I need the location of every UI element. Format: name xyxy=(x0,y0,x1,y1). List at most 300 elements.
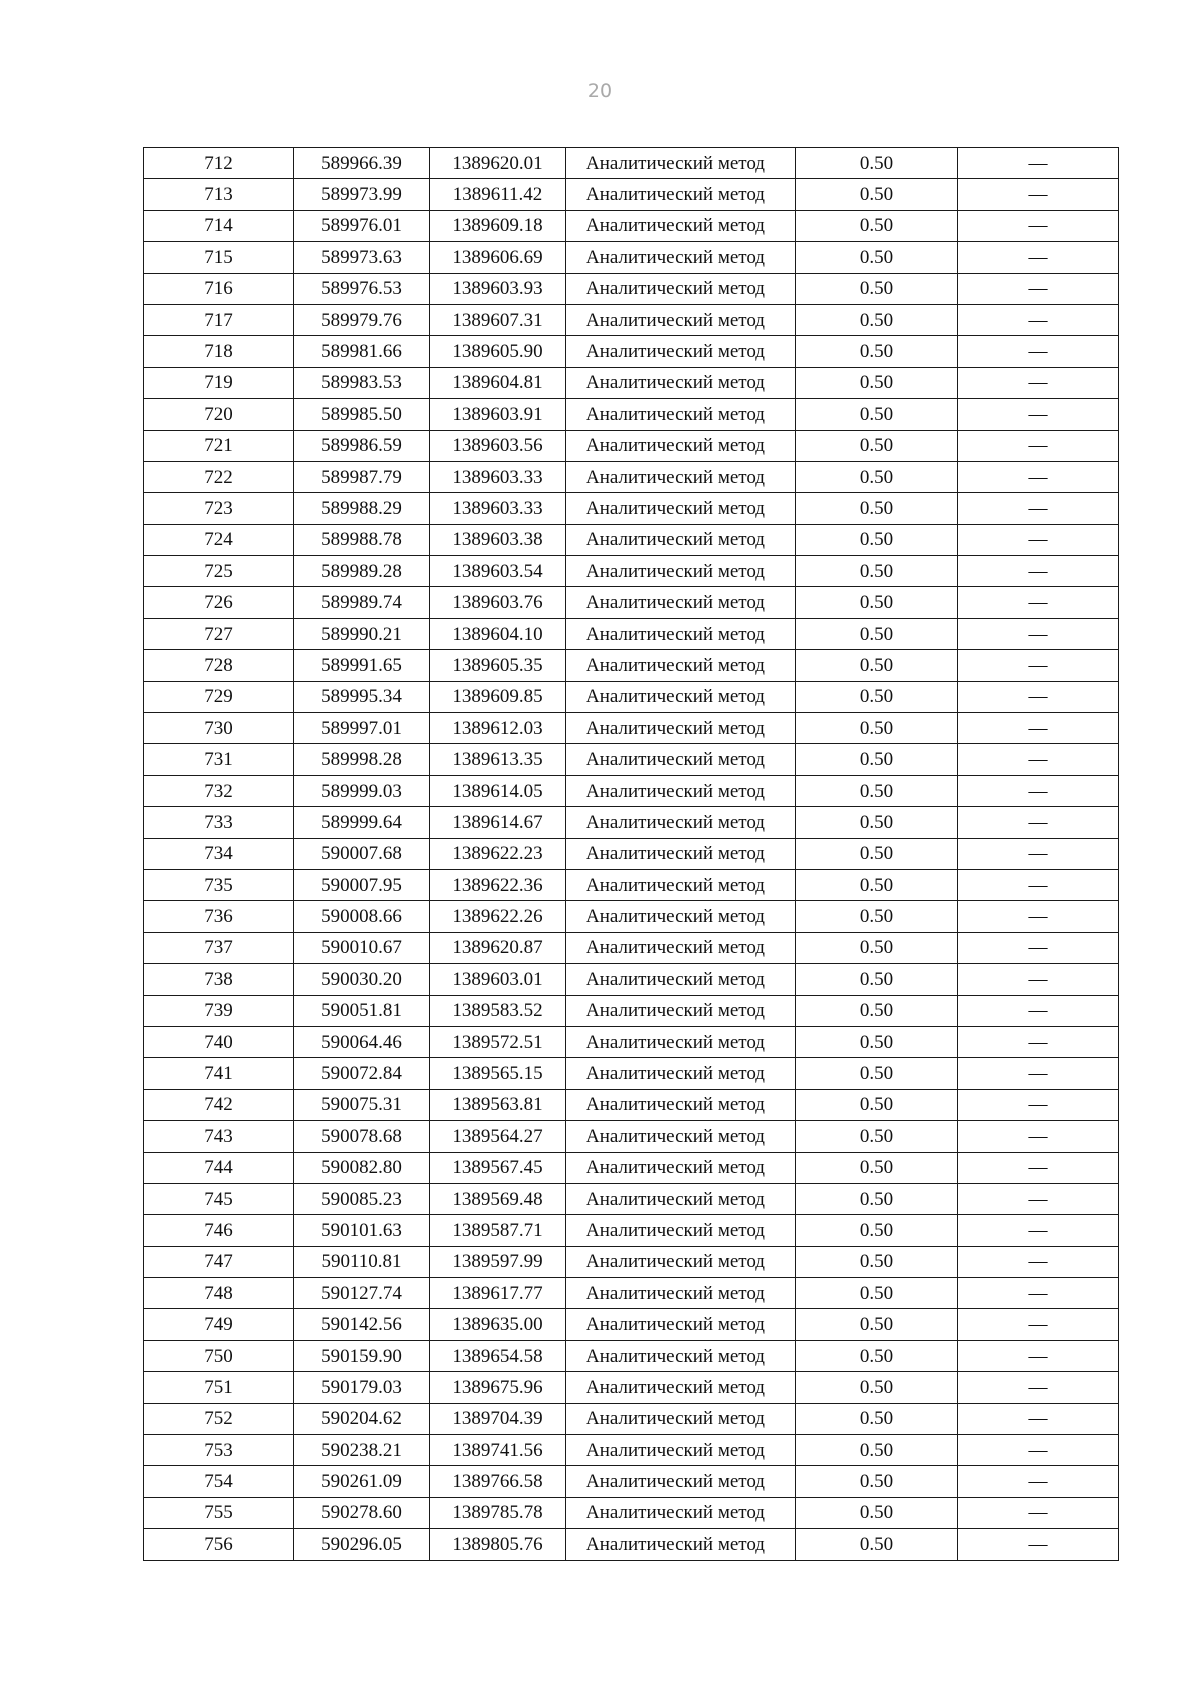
y-coordinate-cell: 1389567.45 xyxy=(430,1152,566,1183)
y-coordinate-cell: 1389622.36 xyxy=(430,869,566,900)
accuracy-cell: 0.50 xyxy=(796,430,958,461)
table-row xyxy=(144,1435,1119,1466)
point-number-cell: 756 xyxy=(144,1529,294,1560)
description-cell: — xyxy=(958,1435,1119,1466)
point-number-cell: 739 xyxy=(144,995,294,1026)
accuracy-cell: 0.50 xyxy=(796,1372,958,1403)
y-coordinate-cell: 1389785.78 xyxy=(430,1497,566,1528)
y-coordinate-cell: 1389611.42 xyxy=(430,179,566,210)
y-coordinate-cell: 1389613.35 xyxy=(430,744,566,775)
accuracy-cell: 0.50 xyxy=(796,1497,958,1528)
accuracy-cell: 0.50 xyxy=(796,1152,958,1183)
method-cell: Аналитический метод xyxy=(566,807,796,838)
method-cell: Аналитический метод xyxy=(566,964,796,995)
method-cell: Аналитический метод xyxy=(566,148,796,179)
y-coordinate-cell: 1389605.90 xyxy=(430,336,566,367)
point-number-cell: 755 xyxy=(144,1497,294,1528)
method-cell: Аналитический метод xyxy=(566,242,796,273)
point-number-cell: 736 xyxy=(144,901,294,932)
accuracy-cell: 0.50 xyxy=(796,964,958,995)
x-coordinate-cell: 589998.28 xyxy=(294,744,430,775)
method-cell: Аналитический метод xyxy=(566,1183,796,1214)
description-cell: — xyxy=(958,1497,1119,1528)
x-coordinate-cell: 589999.64 xyxy=(294,807,430,838)
point-number-cell: 724 xyxy=(144,524,294,555)
x-coordinate-cell: 589973.99 xyxy=(294,179,430,210)
method-cell: Аналитический метод xyxy=(566,744,796,775)
method-cell: Аналитический метод xyxy=(566,1089,796,1120)
point-number-cell: 713 xyxy=(144,179,294,210)
accuracy-cell: 0.50 xyxy=(796,242,958,273)
method-cell: Аналитический метод xyxy=(566,304,796,335)
x-coordinate-cell: 590159.90 xyxy=(294,1340,430,1371)
point-number-cell: 753 xyxy=(144,1435,294,1466)
x-coordinate-cell: 590030.20 xyxy=(294,964,430,995)
description-cell: — xyxy=(958,1246,1119,1277)
accuracy-cell: 0.50 xyxy=(796,1026,958,1057)
description-cell: — xyxy=(958,1058,1119,1089)
table-row xyxy=(144,336,1119,367)
y-coordinate-cell: 1389617.77 xyxy=(430,1278,566,1309)
accuracy-cell: 0.50 xyxy=(796,556,958,587)
x-coordinate-cell: 589976.53 xyxy=(294,273,430,304)
point-number-cell: 716 xyxy=(144,273,294,304)
method-cell: Аналитический метод xyxy=(566,713,796,744)
point-number-cell: 712 xyxy=(144,148,294,179)
accuracy-cell: 0.50 xyxy=(796,399,958,430)
coordinates-table-body xyxy=(144,148,1119,1561)
description-cell: — xyxy=(958,304,1119,335)
x-coordinate-cell: 590179.03 xyxy=(294,1372,430,1403)
y-coordinate-cell: 1389603.76 xyxy=(430,587,566,618)
description-cell: — xyxy=(958,807,1119,838)
y-coordinate-cell: 1389620.01 xyxy=(430,148,566,179)
x-coordinate-cell: 590085.23 xyxy=(294,1183,430,1214)
accuracy-cell: 0.50 xyxy=(796,744,958,775)
point-number-cell: 721 xyxy=(144,430,294,461)
point-number-cell: 749 xyxy=(144,1309,294,1340)
method-cell: Аналитический метод xyxy=(566,901,796,932)
accuracy-cell: 0.50 xyxy=(796,148,958,179)
x-coordinate-cell: 589989.28 xyxy=(294,556,430,587)
accuracy-cell: 0.50 xyxy=(796,713,958,744)
method-cell: Аналитический метод xyxy=(566,1246,796,1277)
x-coordinate-cell: 590142.56 xyxy=(294,1309,430,1340)
x-coordinate-cell: 589966.39 xyxy=(294,148,430,179)
x-coordinate-cell: 590007.95 xyxy=(294,869,430,900)
y-coordinate-cell: 1389603.54 xyxy=(430,556,566,587)
x-coordinate-cell: 590007.68 xyxy=(294,838,430,869)
accuracy-cell: 0.50 xyxy=(796,461,958,492)
table-row xyxy=(144,1497,1119,1528)
accuracy-cell: 0.50 xyxy=(796,901,958,932)
table-row xyxy=(144,713,1119,744)
y-coordinate-cell: 1389805.76 xyxy=(430,1529,566,1560)
method-cell: Аналитический метод xyxy=(566,556,796,587)
y-coordinate-cell: 1389604.81 xyxy=(430,367,566,398)
method-cell: Аналитический метод xyxy=(566,493,796,524)
description-cell: — xyxy=(958,681,1119,712)
x-coordinate-cell: 589999.03 xyxy=(294,775,430,806)
method-cell: Аналитический метод xyxy=(566,932,796,963)
accuracy-cell: 0.50 xyxy=(796,618,958,649)
accuracy-cell: 0.50 xyxy=(796,775,958,806)
method-cell: Аналитический метод xyxy=(566,367,796,398)
x-coordinate-cell: 590261.09 xyxy=(294,1466,430,1497)
description-cell: — xyxy=(958,713,1119,744)
method-cell: Аналитический метод xyxy=(566,869,796,900)
point-number-cell: 733 xyxy=(144,807,294,838)
description-cell: — xyxy=(958,1309,1119,1340)
method-cell: Аналитический метод xyxy=(566,461,796,492)
point-number-cell: 742 xyxy=(144,1089,294,1120)
method-cell: Аналитический метод xyxy=(566,838,796,869)
method-cell: Аналитический метод xyxy=(566,524,796,555)
x-coordinate-cell: 589990.21 xyxy=(294,618,430,649)
accuracy-cell: 0.50 xyxy=(796,1278,958,1309)
accuracy-cell: 0.50 xyxy=(796,807,958,838)
x-coordinate-cell: 590072.84 xyxy=(294,1058,430,1089)
table-row xyxy=(144,1026,1119,1057)
point-number-cell: 734 xyxy=(144,838,294,869)
table-row xyxy=(144,273,1119,304)
method-cell: Аналитический метод xyxy=(566,1121,796,1152)
table-row xyxy=(144,179,1119,210)
description-cell: — xyxy=(958,1215,1119,1246)
x-coordinate-cell: 590008.66 xyxy=(294,901,430,932)
point-number-cell: 726 xyxy=(144,587,294,618)
x-coordinate-cell: 590278.60 xyxy=(294,1497,430,1528)
y-coordinate-cell: 1389565.15 xyxy=(430,1058,566,1089)
point-number-cell: 737 xyxy=(144,932,294,963)
description-cell: — xyxy=(958,869,1119,900)
accuracy-cell: 0.50 xyxy=(796,1089,958,1120)
y-coordinate-cell: 1389597.99 xyxy=(430,1246,566,1277)
x-coordinate-cell: 589989.74 xyxy=(294,587,430,618)
y-coordinate-cell: 1389612.03 xyxy=(430,713,566,744)
x-coordinate-cell: 589973.63 xyxy=(294,242,430,273)
x-coordinate-cell: 590051.81 xyxy=(294,995,430,1026)
method-cell: Аналитический метод xyxy=(566,179,796,210)
x-coordinate-cell: 589988.29 xyxy=(294,493,430,524)
method-cell: Аналитический метод xyxy=(566,1497,796,1528)
table-row xyxy=(144,148,1119,179)
method-cell: Аналитический метод xyxy=(566,1278,796,1309)
accuracy-cell: 0.50 xyxy=(796,1058,958,1089)
description-cell: — xyxy=(958,1026,1119,1057)
x-coordinate-cell: 590078.68 xyxy=(294,1121,430,1152)
description-cell: — xyxy=(958,1121,1119,1152)
description-cell: — xyxy=(958,1372,1119,1403)
y-coordinate-cell: 1389614.05 xyxy=(430,775,566,806)
description-cell: — xyxy=(958,430,1119,461)
accuracy-cell: 0.50 xyxy=(796,273,958,304)
table-row xyxy=(144,1058,1119,1089)
table-row xyxy=(144,430,1119,461)
y-coordinate-cell: 1389572.51 xyxy=(430,1026,566,1057)
method-cell: Аналитический метод xyxy=(566,273,796,304)
table-row xyxy=(144,367,1119,398)
point-number-cell: 714 xyxy=(144,210,294,241)
y-coordinate-cell: 1389603.33 xyxy=(430,461,566,492)
point-number-cell: 720 xyxy=(144,399,294,430)
table-row xyxy=(144,210,1119,241)
table-row xyxy=(144,838,1119,869)
method-cell: Аналитический метод xyxy=(566,1466,796,1497)
description-cell: — xyxy=(958,1529,1119,1560)
point-number-cell: 743 xyxy=(144,1121,294,1152)
point-number-cell: 722 xyxy=(144,461,294,492)
description-cell: — xyxy=(958,744,1119,775)
method-cell: Аналитический метод xyxy=(566,1372,796,1403)
description-cell: — xyxy=(958,1152,1119,1183)
method-cell: Аналитический метод xyxy=(566,430,796,461)
x-coordinate-cell: 589997.01 xyxy=(294,713,430,744)
point-number-cell: 715 xyxy=(144,242,294,273)
x-coordinate-cell: 589983.53 xyxy=(294,367,430,398)
table-row xyxy=(144,995,1119,1026)
x-coordinate-cell: 589979.76 xyxy=(294,304,430,335)
table-row xyxy=(144,1529,1119,1560)
accuracy-cell: 0.50 xyxy=(796,869,958,900)
method-cell: Аналитический метод xyxy=(566,1309,796,1340)
point-number-cell: 723 xyxy=(144,493,294,524)
point-number-cell: 746 xyxy=(144,1215,294,1246)
description-cell: — xyxy=(958,210,1119,241)
method-cell: Аналитический метод xyxy=(566,587,796,618)
accuracy-cell: 0.50 xyxy=(796,1466,958,1497)
x-coordinate-cell: 589995.34 xyxy=(294,681,430,712)
x-coordinate-cell: 590127.74 xyxy=(294,1278,430,1309)
table-row xyxy=(144,493,1119,524)
table-row xyxy=(144,1246,1119,1277)
method-cell: Аналитический метод xyxy=(566,1340,796,1371)
point-number-cell: 747 xyxy=(144,1246,294,1277)
point-number-cell: 729 xyxy=(144,681,294,712)
point-number-cell: 725 xyxy=(144,556,294,587)
description-cell: — xyxy=(958,618,1119,649)
x-coordinate-cell: 590110.81 xyxy=(294,1246,430,1277)
y-coordinate-cell: 1389741.56 xyxy=(430,1435,566,1466)
table-row xyxy=(144,1466,1119,1497)
x-coordinate-cell: 590064.46 xyxy=(294,1026,430,1057)
accuracy-cell: 0.50 xyxy=(796,995,958,1026)
x-coordinate-cell: 589981.66 xyxy=(294,336,430,367)
point-number-cell: 744 xyxy=(144,1152,294,1183)
y-coordinate-cell: 1389603.33 xyxy=(430,493,566,524)
point-number-cell: 740 xyxy=(144,1026,294,1057)
description-cell: — xyxy=(958,650,1119,681)
y-coordinate-cell: 1389635.00 xyxy=(430,1309,566,1340)
point-number-cell: 752 xyxy=(144,1403,294,1434)
y-coordinate-cell: 1389622.26 xyxy=(430,901,566,932)
table-row xyxy=(144,1183,1119,1214)
description-cell: — xyxy=(958,932,1119,963)
method-cell: Аналитический метод xyxy=(566,1026,796,1057)
method-cell: Аналитический метод xyxy=(566,1435,796,1466)
point-number-cell: 735 xyxy=(144,869,294,900)
y-coordinate-cell: 1389609.85 xyxy=(430,681,566,712)
description-cell: — xyxy=(958,367,1119,398)
accuracy-cell: 0.50 xyxy=(796,179,958,210)
accuracy-cell: 0.50 xyxy=(796,1529,958,1560)
y-coordinate-cell: 1389564.27 xyxy=(430,1121,566,1152)
point-number-cell: 732 xyxy=(144,775,294,806)
table-row xyxy=(144,1089,1119,1120)
point-number-cell: 754 xyxy=(144,1466,294,1497)
accuracy-cell: 0.50 xyxy=(796,838,958,869)
x-coordinate-cell: 590075.31 xyxy=(294,1089,430,1120)
y-coordinate-cell: 1389607.31 xyxy=(430,304,566,335)
x-coordinate-cell: 589986.59 xyxy=(294,430,430,461)
point-number-cell: 748 xyxy=(144,1278,294,1309)
description-cell: — xyxy=(958,964,1119,995)
table-row xyxy=(144,744,1119,775)
table-row xyxy=(144,964,1119,995)
y-coordinate-cell: 1389614.67 xyxy=(430,807,566,838)
point-number-cell: 717 xyxy=(144,304,294,335)
table-row xyxy=(144,932,1119,963)
accuracy-cell: 0.50 xyxy=(796,1309,958,1340)
y-coordinate-cell: 1389603.01 xyxy=(430,964,566,995)
table-row xyxy=(144,618,1119,649)
point-number-cell: 751 xyxy=(144,1372,294,1403)
y-coordinate-cell: 1389606.69 xyxy=(430,242,566,273)
description-cell: — xyxy=(958,1183,1119,1214)
description-cell: — xyxy=(958,901,1119,932)
accuracy-cell: 0.50 xyxy=(796,1246,958,1277)
table-row xyxy=(144,775,1119,806)
x-coordinate-cell: 589988.78 xyxy=(294,524,430,555)
description-cell: — xyxy=(958,1089,1119,1120)
description-cell: — xyxy=(958,524,1119,555)
point-number-cell: 731 xyxy=(144,744,294,775)
method-cell: Аналитический метод xyxy=(566,681,796,712)
y-coordinate-cell: 1389603.38 xyxy=(430,524,566,555)
y-coordinate-cell: 1389603.91 xyxy=(430,399,566,430)
accuracy-cell: 0.50 xyxy=(796,587,958,618)
x-coordinate-cell: 590101.63 xyxy=(294,1215,430,1246)
x-coordinate-cell: 590082.80 xyxy=(294,1152,430,1183)
table-row xyxy=(144,1121,1119,1152)
description-cell: — xyxy=(958,1466,1119,1497)
accuracy-cell: 0.50 xyxy=(796,367,958,398)
y-coordinate-cell: 1389675.96 xyxy=(430,1372,566,1403)
table-row xyxy=(144,1215,1119,1246)
description-cell: — xyxy=(958,1403,1119,1434)
table-row xyxy=(144,1403,1119,1434)
description-cell: — xyxy=(958,838,1119,869)
method-cell: Аналитический метод xyxy=(566,995,796,1026)
accuracy-cell: 0.50 xyxy=(796,1435,958,1466)
accuracy-cell: 0.50 xyxy=(796,1183,958,1214)
accuracy-cell: 0.50 xyxy=(796,932,958,963)
y-coordinate-cell: 1389609.18 xyxy=(430,210,566,241)
x-coordinate-cell: 589987.79 xyxy=(294,461,430,492)
y-coordinate-cell: 1389603.93 xyxy=(430,273,566,304)
y-coordinate-cell: 1389569.48 xyxy=(430,1183,566,1214)
point-number-cell: 719 xyxy=(144,367,294,398)
method-cell: Аналитический метод xyxy=(566,618,796,649)
description-cell: — xyxy=(958,461,1119,492)
point-number-cell: 730 xyxy=(144,713,294,744)
description-cell: — xyxy=(958,148,1119,179)
accuracy-cell: 0.50 xyxy=(796,210,958,241)
accuracy-cell: 0.50 xyxy=(796,1403,958,1434)
method-cell: Аналитический метод xyxy=(566,336,796,367)
point-number-cell: 750 xyxy=(144,1340,294,1371)
method-cell: Аналитический метод xyxy=(566,650,796,681)
table-row xyxy=(144,807,1119,838)
method-cell: Аналитический метод xyxy=(566,1403,796,1434)
table-row xyxy=(144,304,1119,335)
description-cell: — xyxy=(958,556,1119,587)
description-cell: — xyxy=(958,1278,1119,1309)
accuracy-cell: 0.50 xyxy=(796,524,958,555)
point-number-cell: 741 xyxy=(144,1058,294,1089)
point-number-cell: 727 xyxy=(144,618,294,649)
table-row xyxy=(144,869,1119,900)
point-number-cell: 718 xyxy=(144,336,294,367)
table-row xyxy=(144,556,1119,587)
x-coordinate-cell: 590238.21 xyxy=(294,1435,430,1466)
method-cell: Аналитический метод xyxy=(566,1152,796,1183)
description-cell: — xyxy=(958,273,1119,304)
table-row xyxy=(144,461,1119,492)
description-cell: — xyxy=(958,242,1119,273)
description-cell: — xyxy=(958,587,1119,618)
table-row xyxy=(144,901,1119,932)
table-row xyxy=(144,650,1119,681)
description-cell: — xyxy=(958,775,1119,806)
table-row xyxy=(144,399,1119,430)
y-coordinate-cell: 1389587.71 xyxy=(430,1215,566,1246)
description-cell: — xyxy=(958,995,1119,1026)
description-cell: — xyxy=(958,336,1119,367)
description-cell: — xyxy=(958,1340,1119,1371)
x-coordinate-cell: 589991.65 xyxy=(294,650,430,681)
accuracy-cell: 0.50 xyxy=(796,493,958,524)
table-row xyxy=(144,1309,1119,1340)
y-coordinate-cell: 1389654.58 xyxy=(430,1340,566,1371)
accuracy-cell: 0.50 xyxy=(796,650,958,681)
x-coordinate-cell: 590296.05 xyxy=(294,1529,430,1560)
table-row xyxy=(144,1372,1119,1403)
table-row xyxy=(144,1152,1119,1183)
y-coordinate-cell: 1389604.10 xyxy=(430,618,566,649)
y-coordinate-cell: 1389605.35 xyxy=(430,650,566,681)
point-number-cell: 745 xyxy=(144,1183,294,1214)
y-coordinate-cell: 1389766.58 xyxy=(430,1466,566,1497)
description-cell: — xyxy=(958,493,1119,524)
method-cell: Аналитический метод xyxy=(566,1529,796,1560)
description-cell: — xyxy=(958,179,1119,210)
coordinates-table xyxy=(143,147,1119,1561)
y-coordinate-cell: 1389704.39 xyxy=(430,1403,566,1434)
y-coordinate-cell: 1389620.87 xyxy=(430,932,566,963)
accuracy-cell: 0.50 xyxy=(796,304,958,335)
method-cell: Аналитический метод xyxy=(566,1058,796,1089)
description-cell: — xyxy=(958,399,1119,430)
method-cell: Аналитический метод xyxy=(566,210,796,241)
y-coordinate-cell: 1389583.52 xyxy=(430,995,566,1026)
accuracy-cell: 0.50 xyxy=(796,1215,958,1246)
y-coordinate-cell: 1389622.23 xyxy=(430,838,566,869)
accuracy-cell: 0.50 xyxy=(796,1340,958,1371)
table-row xyxy=(144,681,1119,712)
page-number: 20 xyxy=(587,80,613,102)
table-row xyxy=(144,587,1119,618)
